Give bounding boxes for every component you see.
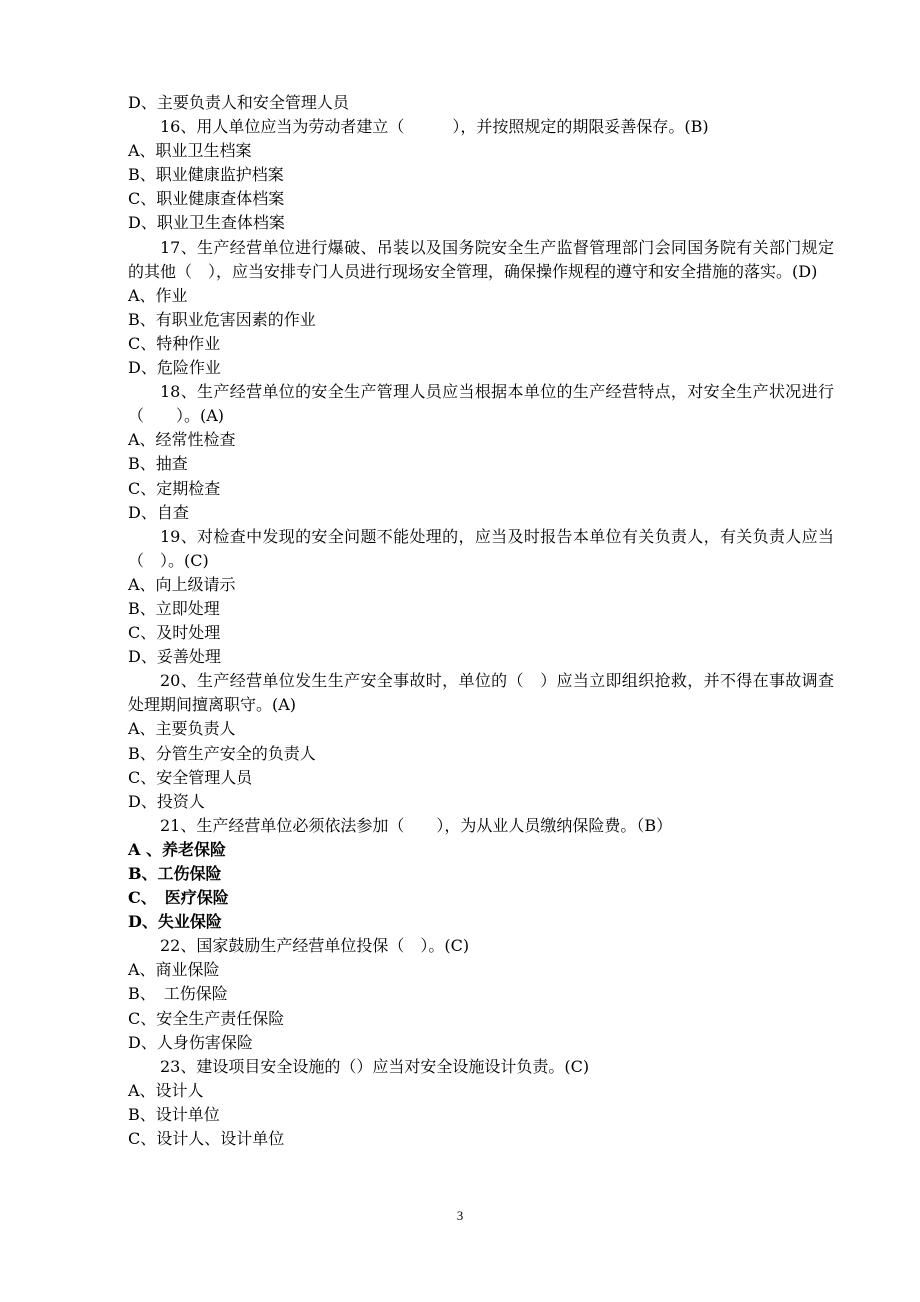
answer-option: D、投资人 [128, 791, 205, 811]
question-text: 16、用人单位应当为劳动者建立（ ），并按照规定的期限妥善保存。(B) [160, 117, 709, 137]
answer-option: D、妥善处理 [128, 647, 221, 667]
answer-option: A、职业卫生档案 [128, 141, 252, 161]
answer-option: B、 工伤保险 [128, 984, 228, 1004]
answer-option: B、立即处理 [128, 598, 220, 618]
question-text: 18、生产经营单位的安全生产管理人员应当根据本单位的生产经营特点，对安全生产状况进行（ ）。(A) [128, 382, 834, 426]
answer-option: C、特种作业 [128, 333, 221, 353]
answer-option: A、作业 [128, 285, 188, 305]
answer-option: D、主要负责人和安全管理人员 [128, 93, 349, 112]
answer-option: C、及时处理 [128, 623, 221, 643]
answer-option: D、职业卫生查体档案 [128, 213, 285, 233]
answer-option: D、自查 [128, 502, 189, 522]
question-text: 17、生产经营单位进行爆破、吊装以及国务院安全生产监督管理部门会同国务院有关部门规定的其他（ ），应当安排专门人员进行现场安全管理，确保操作规程的遵守和安全措施的落实。(D) [128, 237, 834, 281]
answer-option: B、工伤保险 [128, 864, 222, 883]
question-text: 22、国家鼓励生产经营单位投保（ ）。(C) [160, 936, 470, 956]
answer-option: A、商业保险 [128, 960, 220, 980]
answer-option: B、分管生产安全的负责人 [128, 743, 316, 763]
answer-option: B、职业健康监护档案 [128, 165, 284, 185]
answer-option: A、经常性检查 [128, 430, 236, 450]
answer-option: A、设计人 [128, 1080, 204, 1100]
question-list [128, 91, 834, 1151]
question-text: 21、生产经营单位必须依法参加（ ），为从业人员缴纳保险费。（B） [160, 815, 673, 835]
answer-option: C、 医疗保险 [128, 888, 229, 908]
answer-option: A、向上级请示 [128, 574, 236, 594]
answer-option: C、设计人、设计单位 [128, 1129, 285, 1149]
page-number: 3 [456, 1208, 464, 1223]
answer-option: C、安全管理人员 [128, 767, 253, 787]
answer-option: B、设计单位 [128, 1104, 220, 1124]
question-text: 23、建设项目安全设施的（）应当对安全设施设计负责。(C) [160, 1056, 590, 1076]
answer-option: A 、养老保险 [128, 839, 226, 859]
answer-option: C、安全生产责任保险 [128, 1008, 285, 1028]
answer-option: B、有职业危害因素的作业 [128, 309, 316, 329]
answer-option: D、失业保险 [128, 912, 222, 932]
answer-option: D、危险作业 [128, 358, 221, 378]
answer-option: C、定期检查 [128, 478, 221, 498]
answer-option: B、抽查 [128, 454, 188, 474]
question-text: 19、对检查中发现的安全问题不能处理的，应当及时报告本单位有关负责人，有关负责人应当（ ）。(C) [128, 526, 834, 570]
answer-option: A、主要负责人 [128, 719, 236, 739]
answer-option: C、职业健康查体档案 [128, 189, 285, 209]
answer-option: D、人身伤害保险 [128, 1032, 253, 1052]
question-text: 20、生产经营单位发生生产安全事故时，单位的（ ）应当立即组织抢救，并不得在事故调查处理期间擅离职守。(A) [128, 671, 834, 715]
